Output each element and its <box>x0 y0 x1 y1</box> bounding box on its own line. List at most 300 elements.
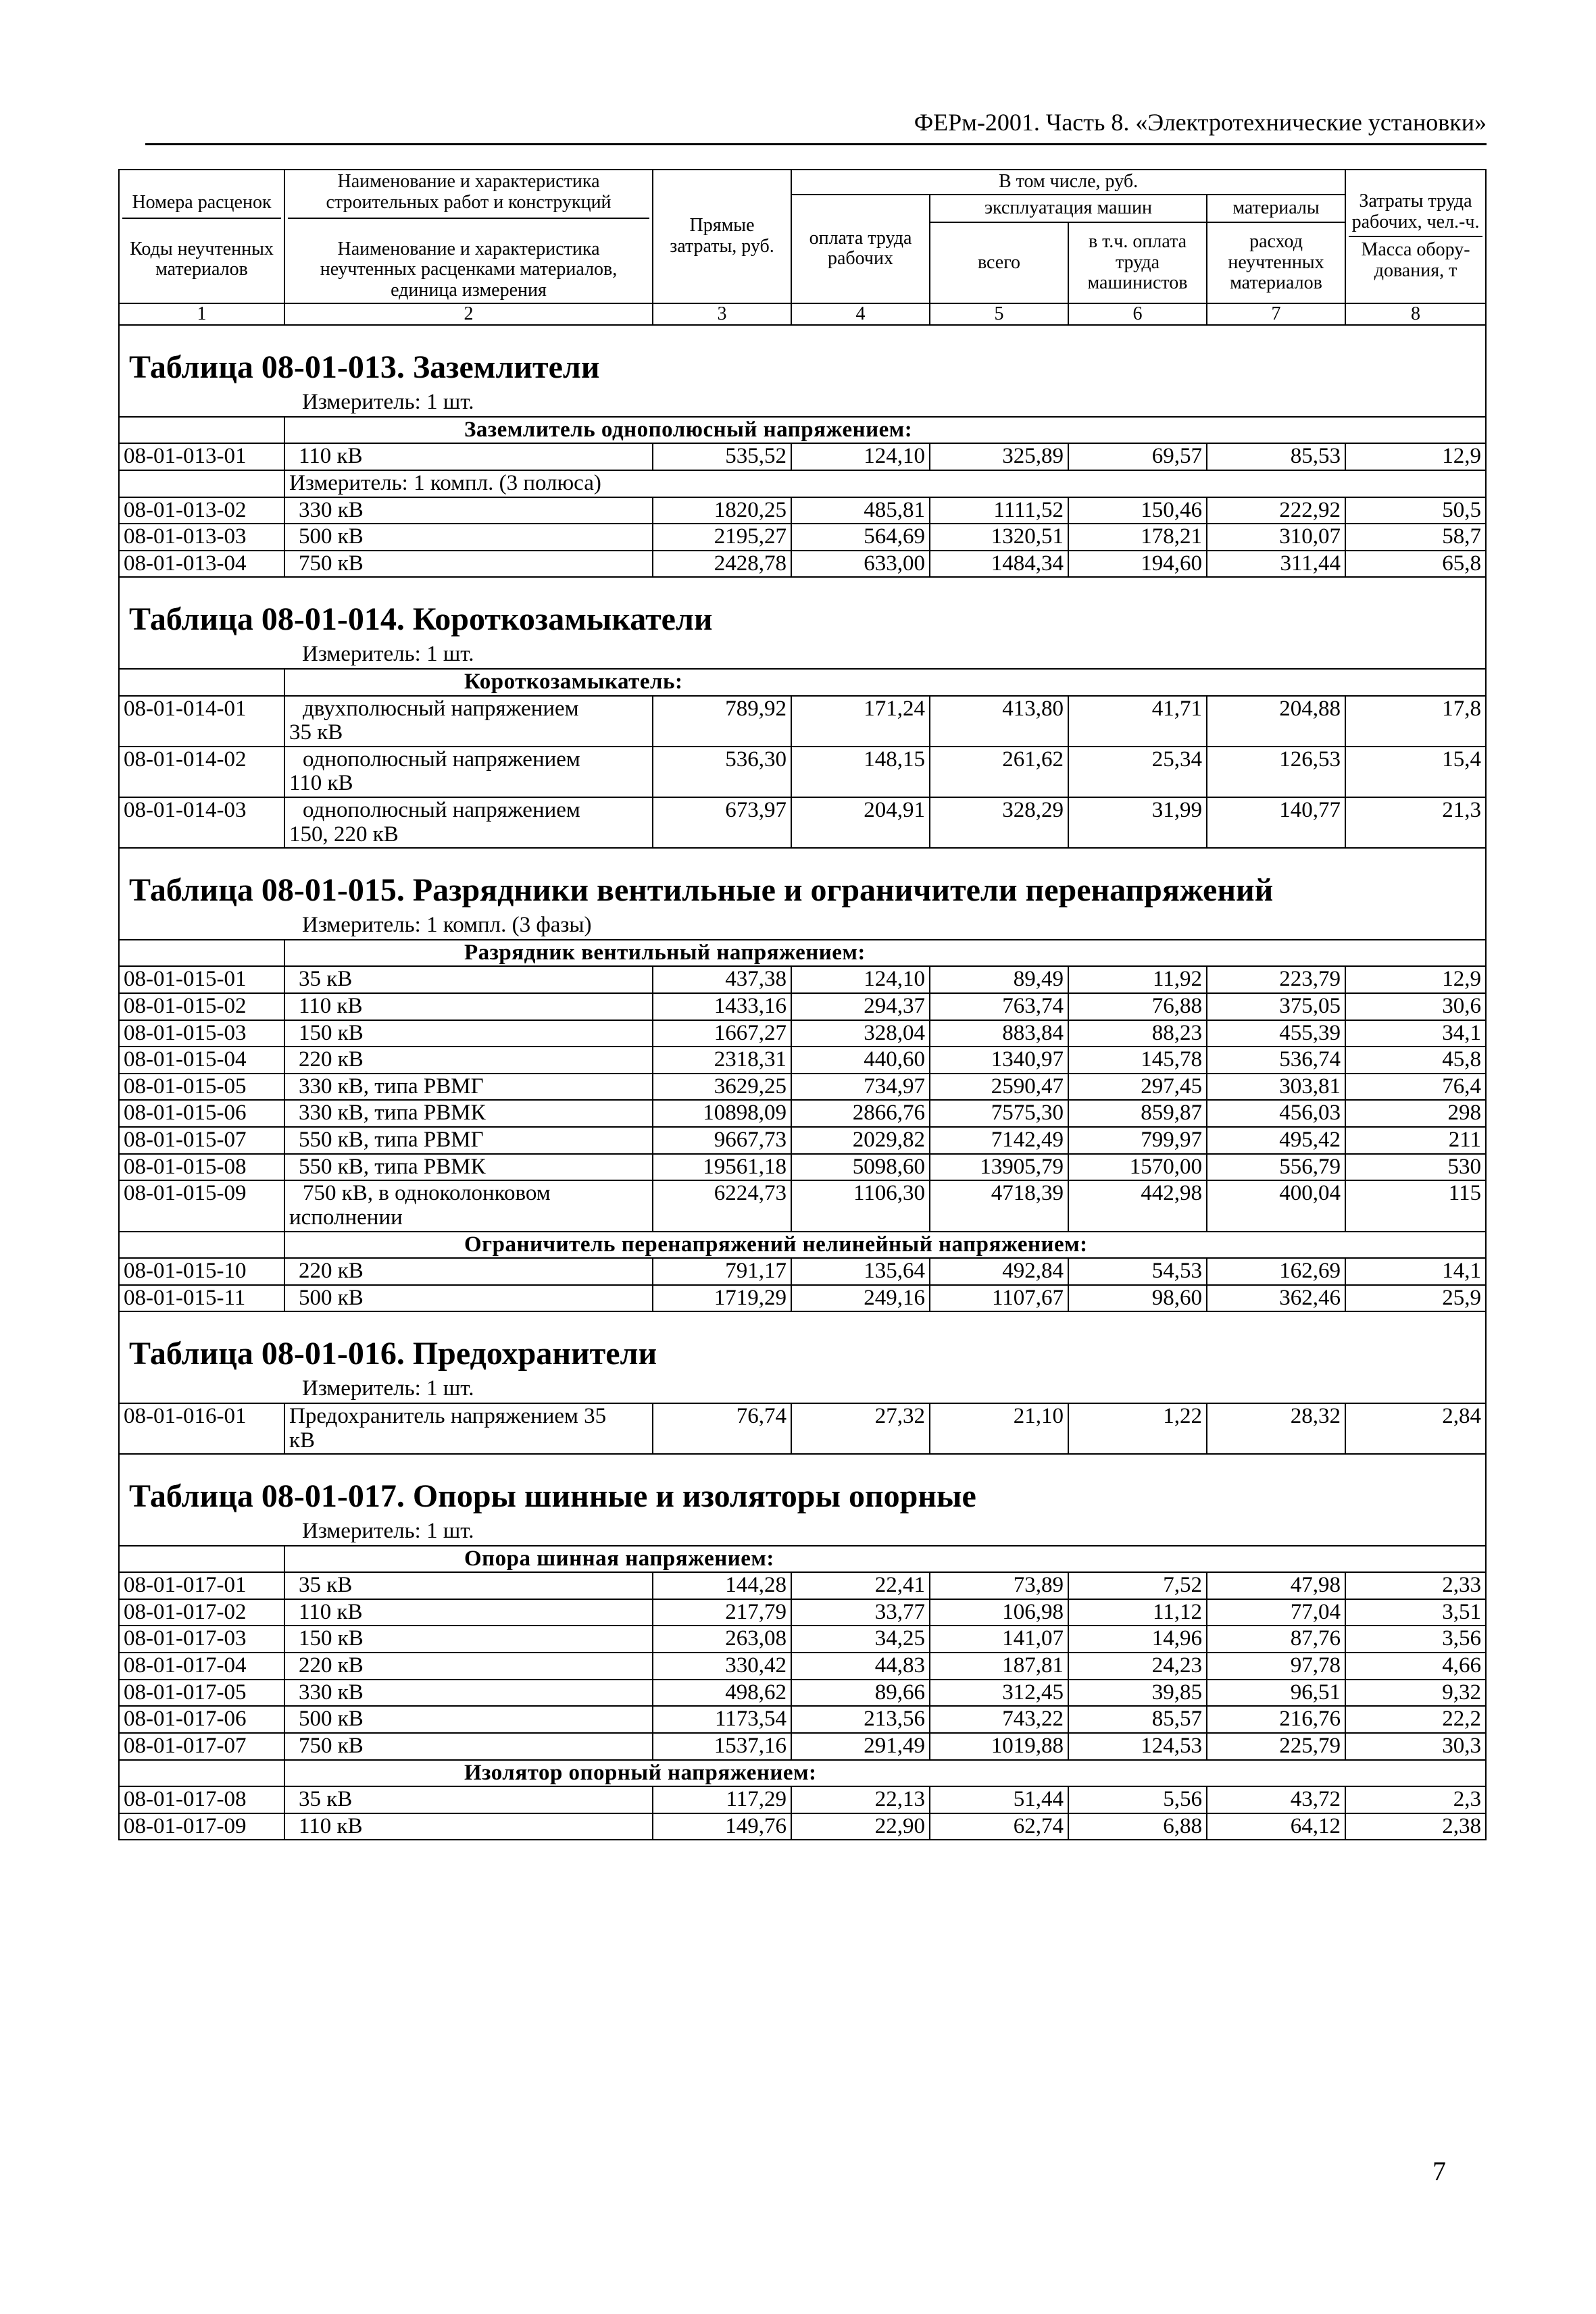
table-title: Таблица 08-01-014. Короткозамыкатели <box>119 577 1486 641</box>
value-cell: 5,56 <box>1068 1786 1207 1813</box>
table-row <box>119 1180 1486 1231</box>
item-name: 330 кВ <box>284 497 653 524</box>
rate-code: 08-01-015-05 <box>119 1074 284 1101</box>
item-name: 35 кВ <box>284 966 653 993</box>
table-title: Таблица 08-01-013. Заземлители <box>119 325 1486 389</box>
value-cell: 47,98 <box>1207 1572 1345 1599</box>
rate-code: 08-01-015-04 <box>119 1047 284 1074</box>
col2-bottom-label: Наименование и характеристика неучтенных расценками материалов, единица измерения <box>320 238 618 301</box>
group-row <box>119 417 1486 444</box>
item-name-line: 35 кВ <box>289 720 343 745</box>
group-code-cell <box>119 669 284 696</box>
value-cell: 24,23 <box>1068 1653 1207 1680</box>
value-cell: 89,49 <box>930 966 1068 993</box>
value-cell: 2,3 <box>1345 1786 1486 1813</box>
measure-unit: Измеритель: 1 шт. <box>119 641 1486 669</box>
value-cell: 456,03 <box>1207 1100 1345 1127</box>
value-cell: 9,32 <box>1345 1680 1486 1707</box>
table-body <box>119 325 1486 1840</box>
group-row <box>119 1232 1486 1259</box>
item-name <box>284 696 653 747</box>
item-name: 150 кВ <box>284 1626 653 1653</box>
value-cell: 22,41 <box>791 1572 930 1599</box>
value-cell: 13905,79 <box>930 1154 1068 1181</box>
item-name-line: 110 кВ <box>289 771 353 796</box>
value-cell: 217,79 <box>653 1599 791 1626</box>
value-cell: 19561,18 <box>653 1154 791 1181</box>
value-cell: 58,7 <box>1345 524 1486 551</box>
col-number: 2 <box>284 303 653 325</box>
value-cell: 375,05 <box>1207 993 1345 1020</box>
value-cell: 3,51 <box>1345 1599 1486 1626</box>
table-row <box>119 1653 1486 1680</box>
table-row <box>119 966 1486 993</box>
rate-code: 08-01-015-08 <box>119 1154 284 1181</box>
value-cell: 1106,30 <box>791 1180 930 1231</box>
rate-code: 08-01-016-01 <box>119 1403 284 1454</box>
title-row <box>119 848 1486 912</box>
table-row <box>119 1733 1486 1760</box>
title-row <box>119 577 1486 641</box>
col-number: 7 <box>1207 303 1345 325</box>
value-cell: 25,34 <box>1068 747 1207 797</box>
value-cell: 2195,27 <box>653 524 791 551</box>
value-cell: 734,97 <box>791 1074 930 1101</box>
value-cell: 115 <box>1345 1180 1486 1231</box>
value-cell: 535,52 <box>653 443 791 470</box>
col-number: 3 <box>653 303 791 325</box>
group-label: Заземлитель однополюсный напряжением: <box>284 417 1486 444</box>
value-cell: 44,83 <box>791 1653 930 1680</box>
table-row <box>119 524 1486 551</box>
value-cell: 76,4 <box>1345 1074 1486 1101</box>
value-cell: 17,8 <box>1345 696 1486 747</box>
rate-code: 08-01-017-01 <box>119 1572 284 1599</box>
table-row <box>119 1626 1486 1653</box>
title-row <box>119 1311 1486 1376</box>
value-cell: 261,62 <box>930 747 1068 797</box>
value-cell: 225,79 <box>1207 1733 1345 1760</box>
value-cell: 12,9 <box>1345 966 1486 993</box>
value-cell: 1719,29 <box>653 1285 791 1312</box>
table-row <box>119 1100 1486 1127</box>
value-cell: 223,79 <box>1207 966 1345 993</box>
value-cell: 216,76 <box>1207 1706 1345 1733</box>
item-name-line: 750 кВ, в одноколонковом <box>303 1181 551 1206</box>
measure-unit: Измеритель: 1 шт. <box>119 389 1486 417</box>
measure-row <box>119 1518 1486 1546</box>
value-cell: 34,1 <box>1345 1020 1486 1047</box>
value-cell: 14,1 <box>1345 1258 1486 1285</box>
value-cell: 162,69 <box>1207 1258 1345 1285</box>
value-cell: 7142,49 <box>930 1127 1068 1154</box>
value-cell: 6224,73 <box>653 1180 791 1231</box>
machines-total-header: всего <box>930 222 1068 303</box>
value-cell: 328,29 <box>930 797 1068 848</box>
value-cell: 117,29 <box>653 1786 791 1813</box>
table-row <box>119 747 1486 797</box>
value-cell: 536,30 <box>653 747 791 797</box>
rate-code: 08-01-017-08 <box>119 1786 284 1813</box>
col-number: 1 <box>119 303 284 325</box>
value-cell: 1433,16 <box>653 993 791 1020</box>
group-row <box>119 940 1486 967</box>
value-cell: 495,42 <box>1207 1127 1345 1154</box>
item-name: 550 кВ, типа РВМГ <box>284 1127 653 1154</box>
value-cell: 45,8 <box>1345 1047 1486 1074</box>
col1-bottom-label: Коды неучтенных материалов <box>130 238 274 280</box>
value-cell: 62,74 <box>930 1813 1068 1840</box>
value-cell: 39,85 <box>1068 1680 1207 1707</box>
value-cell: 556,79 <box>1207 1154 1345 1181</box>
rate-code: 08-01-015-11 <box>119 1285 284 1312</box>
value-cell: 30,6 <box>1345 993 1486 1020</box>
group-label: Разрядник вентильный напряжением: <box>284 940 1486 967</box>
col-codes-header <box>119 170 284 303</box>
rate-code: 08-01-013-02 <box>119 497 284 524</box>
value-cell: 673,97 <box>653 797 791 848</box>
value-cell: 4718,39 <box>930 1180 1068 1231</box>
group-row <box>119 669 1486 696</box>
value-cell: 400,04 <box>1207 1180 1345 1231</box>
item-name: 110 кВ <box>284 993 653 1020</box>
value-cell: 859,87 <box>1068 1100 1207 1127</box>
value-cell: 54,53 <box>1068 1258 1207 1285</box>
table-row <box>119 696 1486 747</box>
value-cell: 211 <box>1345 1127 1486 1154</box>
item-name: 220 кВ <box>284 1047 653 1074</box>
table-row <box>119 1285 1486 1312</box>
value-cell: 89,66 <box>791 1680 930 1707</box>
value-cell: 213,56 <box>791 1706 930 1733</box>
col-number: 8 <box>1345 303 1486 325</box>
value-cell: 194,60 <box>1068 551 1207 578</box>
rate-code: 08-01-013-03 <box>119 524 284 551</box>
value-cell: 2,84 <box>1345 1403 1486 1454</box>
measure-unit: Измеритель: 1 шт. <box>119 1376 1486 1403</box>
table-row <box>119 1706 1486 1733</box>
value-cell: 98,60 <box>1068 1285 1207 1312</box>
value-cell: 1537,16 <box>653 1733 791 1760</box>
rate-code: 08-01-013-04 <box>119 551 284 578</box>
group-code-cell <box>119 940 284 967</box>
col1-top-label: Номера расценок <box>122 193 281 219</box>
rate-code: 08-01-015-01 <box>119 966 284 993</box>
value-cell: 204,91 <box>791 797 930 848</box>
value-cell: 2318,31 <box>653 1047 791 1074</box>
value-cell: 145,78 <box>1068 1047 1207 1074</box>
value-cell: 141,07 <box>930 1626 1068 1653</box>
value-cell: 1320,51 <box>930 524 1068 551</box>
value-cell: 31,99 <box>1068 797 1207 848</box>
value-cell: 11,12 <box>1068 1599 1207 1626</box>
rates-table <box>118 169 1487 1840</box>
value-cell: 222,92 <box>1207 497 1345 524</box>
table-title: Таблица 08-01-015. Разрядники вентильные и ограничители перенапряжений <box>119 848 1486 912</box>
value-cell: 124,53 <box>1068 1733 1207 1760</box>
item-name-line: Предохранитель напряжением 35 <box>289 1403 607 1428</box>
rate-code: 08-01-015-07 <box>119 1127 284 1154</box>
materials-sub-header: расход неучтенных материалов <box>1207 222 1345 303</box>
table-header <box>119 170 1486 325</box>
rate-code: 08-01-014-03 <box>119 797 284 848</box>
value-cell: 14,96 <box>1068 1626 1207 1653</box>
machines-header: эксплуатация машин <box>930 195 1207 222</box>
table-row <box>119 1599 1486 1626</box>
value-cell: 294,37 <box>791 993 930 1020</box>
measure-row <box>119 389 1486 417</box>
rate-code: 08-01-017-06 <box>119 1706 284 1733</box>
rate-code: 08-01-014-02 <box>119 747 284 797</box>
table-row <box>119 443 1486 470</box>
value-cell: 27,32 <box>791 1403 930 1454</box>
value-cell: 330,42 <box>653 1653 791 1680</box>
item-name: 220 кВ <box>284 1653 653 1680</box>
value-cell: 7575,30 <box>930 1100 1068 1127</box>
value-cell: 249,16 <box>791 1285 930 1312</box>
value-cell: 124,10 <box>791 966 930 993</box>
value-cell: 413,80 <box>930 696 1068 747</box>
value-cell: 297,45 <box>1068 1074 1207 1101</box>
item-name: 110 кВ <box>284 1813 653 1840</box>
labor-label: Затраты труда рабочих, чел.-ч. <box>1349 191 1482 237</box>
item-name: 500 кВ <box>284 1285 653 1312</box>
value-cell: 2590,47 <box>930 1074 1068 1101</box>
group-label: Короткозамыкатель: <box>284 669 1486 696</box>
value-cell: 10898,09 <box>653 1100 791 1127</box>
value-cell: 310,07 <box>1207 524 1345 551</box>
group-label: Ограничитель перенапряжений нелинейный напряжением: <box>284 1232 1486 1259</box>
measure-row <box>119 912 1486 940</box>
item-name: 330 кВ, типа РВМГ <box>284 1074 653 1101</box>
value-cell: 21,3 <box>1345 797 1486 848</box>
value-cell: 43,72 <box>1207 1786 1345 1813</box>
col-number: 6 <box>1068 303 1207 325</box>
value-cell: 536,74 <box>1207 1047 1345 1074</box>
item-name <box>284 1403 653 1454</box>
value-cell: 171,24 <box>791 696 930 747</box>
item-name: 110 кВ <box>284 443 653 470</box>
table-row <box>119 1813 1486 1840</box>
value-cell: 883,84 <box>930 1020 1068 1047</box>
item-name: 35 кВ <box>284 1786 653 1813</box>
value-cell: 6,88 <box>1068 1813 1207 1840</box>
value-cell: 34,25 <box>791 1626 930 1653</box>
value-cell: 492,84 <box>930 1258 1068 1285</box>
table-row <box>119 551 1486 578</box>
value-cell: 799,97 <box>1068 1127 1207 1154</box>
running-head: ФЕРм-2001. Часть 8. «Электротехнические установки» <box>914 109 1487 136</box>
table-title: Таблица 08-01-017. Опоры шинные и изоляторы опорные <box>119 1454 1486 1518</box>
value-cell: 498,62 <box>653 1680 791 1707</box>
title-row <box>119 325 1486 389</box>
value-cell: 77,04 <box>1207 1599 1345 1626</box>
value-cell: 204,88 <box>1207 696 1345 747</box>
rate-code: 08-01-015-03 <box>119 1020 284 1047</box>
title-row <box>119 1454 1486 1518</box>
value-cell: 88,23 <box>1068 1020 1207 1047</box>
value-cell: 65,8 <box>1345 551 1486 578</box>
incl-header: В том числе, руб. <box>791 170 1345 195</box>
value-cell: 126,53 <box>1207 747 1345 797</box>
group-label: Опора шинная напряжением: <box>284 1546 1486 1573</box>
value-cell: 69,57 <box>1068 443 1207 470</box>
value-cell: 25,9 <box>1345 1285 1486 1312</box>
value-cell: 85,57 <box>1068 1706 1207 1733</box>
table-row <box>119 1074 1486 1101</box>
table-row <box>119 1680 1486 1707</box>
value-cell: 22,90 <box>791 1813 930 1840</box>
value-cell: 33,77 <box>791 1599 930 1626</box>
group-code-cell <box>119 417 284 444</box>
value-cell: 41,71 <box>1068 696 1207 747</box>
value-cell: 455,39 <box>1207 1020 1345 1047</box>
value-cell: 148,15 <box>791 747 930 797</box>
value-cell: 85,53 <box>1207 443 1345 470</box>
value-cell: 5098,60 <box>791 1154 930 1181</box>
blank-cell <box>119 470 284 497</box>
measure-row <box>119 470 1486 497</box>
value-cell: 633,00 <box>791 551 930 578</box>
labor-mass-header <box>1345 170 1486 303</box>
value-cell: 144,28 <box>653 1572 791 1599</box>
value-cell: 50,5 <box>1345 497 1486 524</box>
column-numbers-row <box>119 303 1486 325</box>
item-name: 750 кВ <box>284 551 653 578</box>
value-cell: 21,10 <box>930 1403 1068 1454</box>
col2-top-label: Наименование и характеристика строительных работ и конструкций <box>288 172 649 219</box>
item-name: 35 кВ <box>284 1572 653 1599</box>
value-cell: 789,92 <box>653 696 791 747</box>
value-cell: 1111,52 <box>930 497 1068 524</box>
item-name-line: двухполюсный напряжением <box>303 696 579 721</box>
rate-code: 08-01-015-02 <box>119 993 284 1020</box>
col-name-header <box>284 170 653 303</box>
item-name: 550 кВ, типа РВМК <box>284 1154 653 1181</box>
value-cell: 1820,25 <box>653 497 791 524</box>
value-cell: 2,38 <box>1345 1813 1486 1840</box>
table-row <box>119 1786 1486 1813</box>
value-cell: 763,74 <box>930 993 1068 1020</box>
materials-header: материалы <box>1207 195 1345 222</box>
item-name: 500 кВ <box>284 1706 653 1733</box>
rate-code: 08-01-015-10 <box>119 1258 284 1285</box>
group-code-cell <box>119 1546 284 1573</box>
table-row <box>119 1154 1486 1181</box>
group-code-cell <box>119 1232 284 1259</box>
value-cell: 2428,78 <box>653 551 791 578</box>
rate-code: 08-01-014-01 <box>119 696 284 747</box>
item-name <box>284 797 653 848</box>
table-row <box>119 993 1486 1020</box>
value-cell: 73,89 <box>930 1572 1068 1599</box>
measure-row <box>119 641 1486 669</box>
value-cell: 76,88 <box>1068 993 1207 1020</box>
value-cell: 11,92 <box>1068 966 1207 993</box>
value-cell: 150,46 <box>1068 497 1207 524</box>
value-cell: 303,81 <box>1207 1074 1345 1101</box>
table-row <box>119 1403 1486 1454</box>
item-name <box>284 747 653 797</box>
value-cell: 178,21 <box>1068 524 1207 551</box>
value-cell: 1667,27 <box>653 1020 791 1047</box>
item-name-line: кВ <box>289 1428 316 1453</box>
value-cell: 135,64 <box>791 1258 930 1285</box>
table-row <box>119 497 1486 524</box>
col-direct-costs-header: Прямые затраты, руб. <box>653 170 791 303</box>
value-cell: 1570,00 <box>1068 1154 1207 1181</box>
value-cell: 9667,73 <box>653 1127 791 1154</box>
rate-code: 08-01-017-03 <box>119 1626 284 1653</box>
value-cell: 76,74 <box>653 1403 791 1454</box>
value-cell: 187,81 <box>930 1653 1068 1680</box>
item-name-line: 150, 220 кВ <box>289 822 399 847</box>
value-cell: 564,69 <box>791 524 930 551</box>
col-number: 5 <box>930 303 1068 325</box>
item-name: 330 кВ <box>284 1680 653 1707</box>
table-row <box>119 1020 1486 1047</box>
measure-row <box>119 1376 1486 1403</box>
value-cell: 362,46 <box>1207 1285 1345 1312</box>
col-number: 4 <box>791 303 930 325</box>
value-cell: 530 <box>1345 1154 1486 1181</box>
table-row <box>119 1572 1486 1599</box>
measure-unit: Измеритель: 1 компл. (3 полюса) <box>284 470 1486 497</box>
item-name-line: однополюсный напряжением <box>303 747 580 772</box>
measure-unit: Измеритель: 1 компл. (3 фазы) <box>119 912 1486 940</box>
rate-code: 08-01-015-09 <box>119 1180 284 1231</box>
rate-code: 08-01-013-01 <box>119 443 284 470</box>
value-cell: 64,12 <box>1207 1813 1345 1840</box>
value-cell: 791,17 <box>653 1258 791 1285</box>
value-cell: 440,60 <box>791 1047 930 1074</box>
value-cell: 485,81 <box>791 497 930 524</box>
item-name: 330 кВ, типа РВМК <box>284 1100 653 1127</box>
value-cell: 263,08 <box>653 1626 791 1653</box>
value-cell: 325,89 <box>930 443 1068 470</box>
value-cell: 124,10 <box>791 443 930 470</box>
group-row <box>119 1546 1486 1573</box>
page-number: 7 <box>1432 2156 1446 2186</box>
table-row <box>119 1047 1486 1074</box>
rate-code: 08-01-017-04 <box>119 1653 284 1680</box>
value-cell: 22,13 <box>791 1786 930 1813</box>
value-cell: 7,52 <box>1068 1572 1207 1599</box>
value-cell: 298 <box>1345 1100 1486 1127</box>
value-cell: 311,44 <box>1207 551 1345 578</box>
value-cell: 2866,76 <box>791 1100 930 1127</box>
value-cell: 1019,88 <box>930 1733 1068 1760</box>
value-cell: 51,44 <box>930 1786 1068 1813</box>
value-cell: 149,76 <box>653 1813 791 1840</box>
group-label: Изолятор опорный напряжением: <box>284 1760 1486 1787</box>
rate-code: 08-01-017-09 <box>119 1813 284 1840</box>
machinists-wages-header: в т.ч. оплата труда машинистов <box>1068 222 1207 303</box>
item-name: 220 кВ <box>284 1258 653 1285</box>
rate-code: 08-01-017-02 <box>119 1599 284 1626</box>
value-cell: 1484,34 <box>930 551 1068 578</box>
table-row <box>119 1258 1486 1285</box>
wages-header: оплата труда рабочих <box>791 195 930 303</box>
mass-label: Масса обору-дования, т <box>1361 238 1470 281</box>
measure-unit: Измеритель: 1 шт. <box>119 1518 1486 1546</box>
group-row <box>119 1760 1486 1787</box>
value-cell: 22,2 <box>1345 1706 1486 1733</box>
value-cell: 96,51 <box>1207 1680 1345 1707</box>
item-name-line: однополюсный напряжением <box>303 798 580 822</box>
value-cell: 291,49 <box>791 1733 930 1760</box>
value-cell: 4,66 <box>1345 1653 1486 1680</box>
